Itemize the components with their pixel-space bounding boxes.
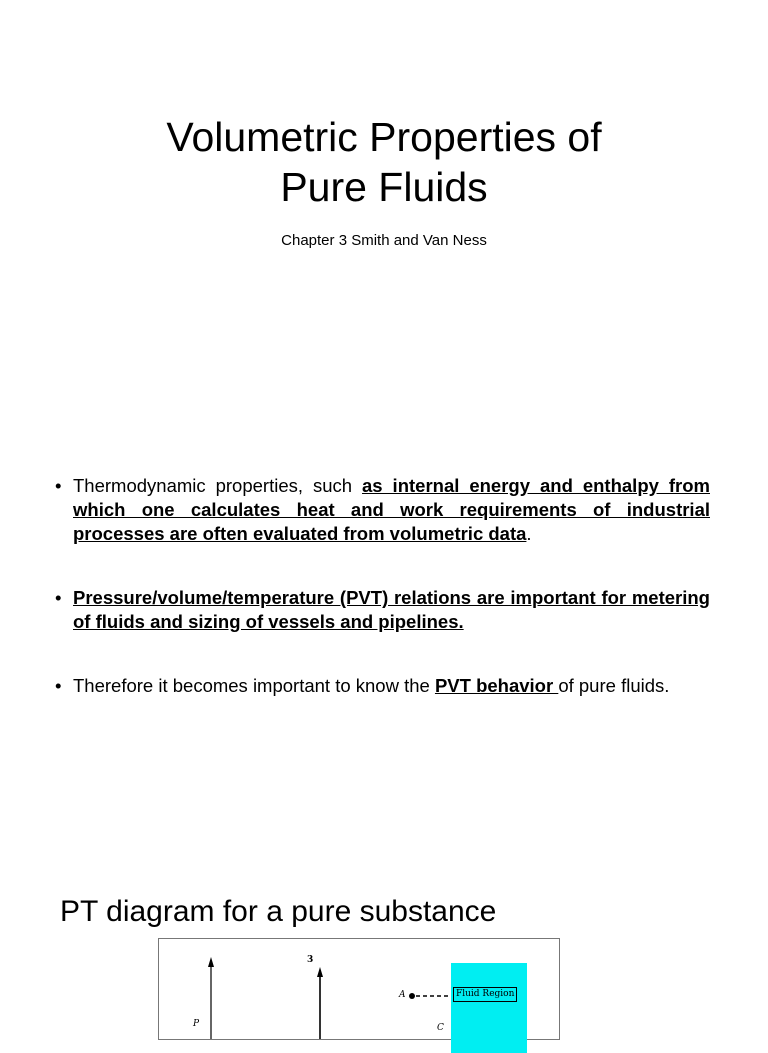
fluid-region-label: Fluid Region xyxy=(453,987,517,1002)
bullet-text-emphasis: PVT behavior xyxy=(434,675,559,696)
bullet-text-plain: . xyxy=(526,523,532,544)
path-3-label: 3 xyxy=(307,955,314,965)
slide-subtitle: Chapter 3 Smith and Van Ness xyxy=(281,232,487,249)
point-a-marker xyxy=(409,993,415,999)
point-a-label: A xyxy=(399,990,406,1000)
bullet-dot: • xyxy=(55,475,62,496)
title-line-1: Volumetric Properties of xyxy=(166,114,602,160)
bullet-dot: • xyxy=(55,587,62,608)
pressure-axis-label: P xyxy=(193,1019,200,1029)
path-3-arrow xyxy=(317,967,323,977)
fluid-region-area xyxy=(451,963,527,1053)
slide-title xyxy=(0,112,768,212)
bullet-dot: • xyxy=(55,675,62,696)
bullet-item-1 xyxy=(55,474,710,546)
pt-diagram xyxy=(158,938,560,1040)
bullet-list xyxy=(55,474,710,698)
section-heading: PT diagram for a pure substance xyxy=(60,895,497,928)
bullet-text-plain: Thermodynamic properties, such xyxy=(73,475,363,496)
bullet-item-2 xyxy=(55,586,710,634)
bullet-text-plain: of pure fluids. xyxy=(558,675,670,696)
bullet-text-emphasis: Pressure/volume/temperature (PVT) relations are important for metering of fluids and sizing of vessels and pipelines. xyxy=(73,587,710,632)
point-c-label: C xyxy=(437,1023,444,1033)
bullet-item-3 xyxy=(55,674,710,698)
pressure-axis-arrow xyxy=(208,957,214,967)
bullet-text-plain: Therefore it becomes important to know the xyxy=(73,675,435,696)
bullet-text-emphasis: as internal energy and enthalpy from which one calculates heat and work requirements of industrial processes are often evaluated from volumetric data xyxy=(73,475,710,544)
title-line-2: Pure Fluids xyxy=(280,164,488,210)
